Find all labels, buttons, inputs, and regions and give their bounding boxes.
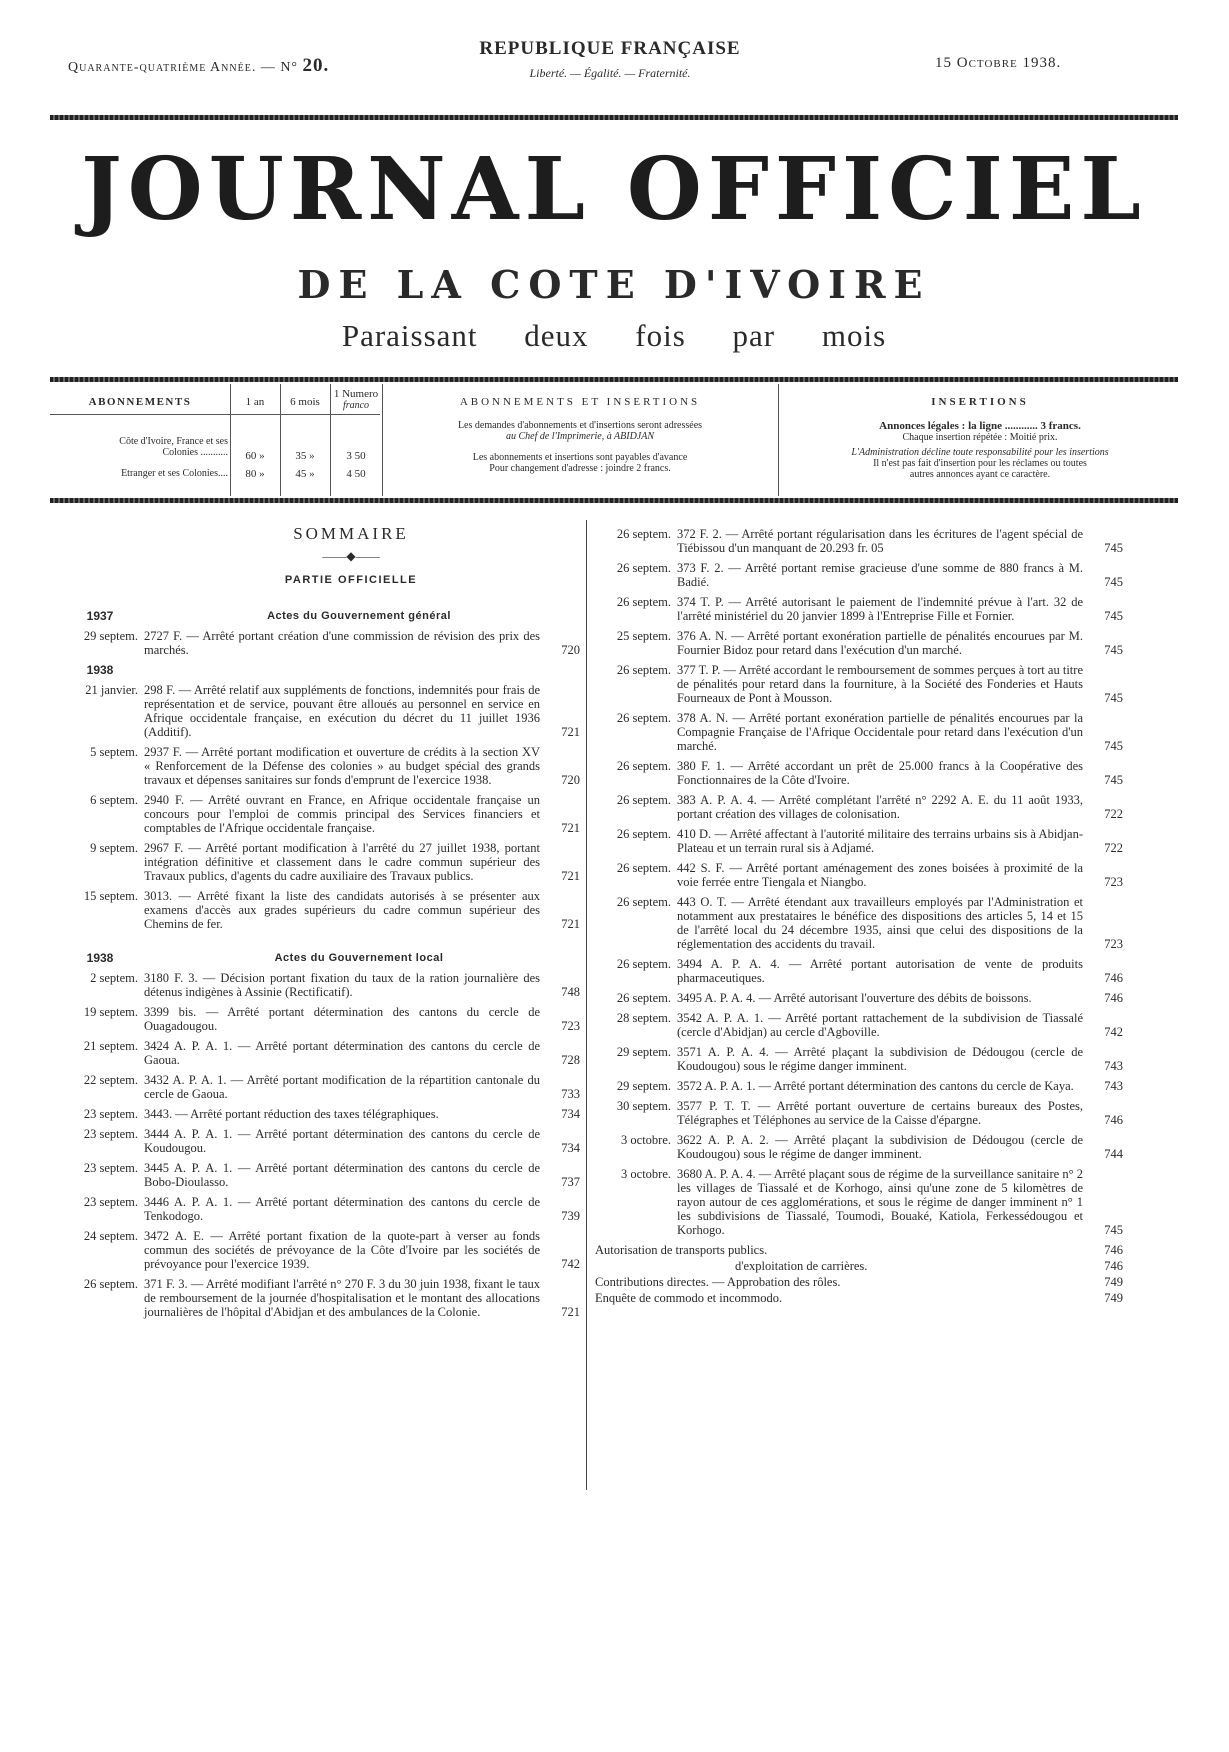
entry-date: 26 septem. xyxy=(616,595,671,609)
misc-entry-text: d'exploitation de carrières. xyxy=(735,1259,868,1273)
section-header xyxy=(62,609,580,623)
entry-date: 15 septem. xyxy=(83,889,138,903)
row2-6mois: 45 » xyxy=(295,468,315,480)
col-numero-label: 1 Numero xyxy=(333,388,379,400)
entry-text: 383 A. P. A. 4. — Arrêté complétant l'arrêté n° 2292 A. E. du 11 août 1933, portant création des villages de colonisation. xyxy=(677,793,1083,821)
subscriptions-box xyxy=(50,384,1178,496)
republic-header xyxy=(440,38,780,81)
entry-date: 26 septem. xyxy=(83,1277,138,1291)
entry-page: 742 xyxy=(1104,1025,1123,1039)
partie-officielle: PARTIE OFFICIELLE xyxy=(284,574,418,586)
entries-gouv-local xyxy=(62,971,580,1319)
entry-text: 298 F. — Arrêté relatif aux suppléments de fonctions, indemnités pour frais de représentation et de service, pouvant être alloués au personnel en service en Afrique occidentale française, en exécution du décret du 11 juillet 1936 (Additif). xyxy=(144,683,540,739)
sommaire-entry xyxy=(62,1195,580,1223)
section-year: 1938 xyxy=(86,663,114,677)
entry-text: 443 O. T. — Arrêté étendant aux travailleurs employés par l'Administration et notamment aux prestataires le bénéfice des dispositions des articles 5, 14 et 15 de l'arrêté local du 24 décembre 1935, ainsi que celui des dispositions de la réglementation des accidents du travail. xyxy=(677,895,1083,951)
sommaire-ornament: ——◆—— xyxy=(322,549,380,563)
entry-date: 3 octobre. xyxy=(621,1133,671,1147)
entry-page: 737 xyxy=(561,1175,580,1189)
entry-text: 373 F. 2. — Arrêté portant remise gracieuse d'une somme de 880 francs à M. Badié. xyxy=(677,561,1083,589)
entries-gouv-general-1938 xyxy=(62,683,580,931)
entry-text: 3571 A. P. A. 4. — Arrêté plaçant la subdivision de Dédougou (cercle de Koudougou) sous le régime danger imminent. xyxy=(677,1045,1083,1073)
row1-label-b: Colonies ........... xyxy=(162,447,228,458)
entry-page: 722 xyxy=(1104,841,1123,855)
entries-misc xyxy=(595,1243,1123,1305)
entry-date: 21 septem. xyxy=(83,1039,138,1053)
misc-entry xyxy=(595,1291,1123,1305)
sommaire-entry xyxy=(62,1005,580,1033)
entry-page: 742 xyxy=(561,1257,580,1271)
sommaire-entry xyxy=(62,1277,580,1319)
entry-date: 26 septem. xyxy=(616,711,671,725)
misc-entry-page: 746 xyxy=(1104,1243,1123,1257)
entry-text: 371 F. 3. — Arrêté modifiant l'arrêté n° 270 F. 3 du 30 juin 1938, fixant le taux de remboursement de la journée d'hospitalisation et le montant des allocations journalières de l'hôpital d'Abidjan et des ambulances de la Colonie. xyxy=(144,1277,540,1319)
sommaire-entry xyxy=(595,663,1123,705)
entry-page: 745 xyxy=(1104,643,1123,657)
entry-date: 9 septem. xyxy=(90,841,138,855)
sommaire-entry xyxy=(595,895,1123,951)
ins-text-5: autres annonces ayant ce caractère. xyxy=(909,469,1051,480)
entry-date: 30 septem. xyxy=(616,1099,671,1113)
box-top-rule xyxy=(50,377,1178,382)
sommaire-entry xyxy=(595,527,1123,555)
entry-date: 22 septem. xyxy=(83,1073,138,1087)
entry-text: 3444 A. P. A. 1. — Arrêté portant détermination des cantons du cercle de Koudougou. xyxy=(144,1127,540,1155)
entry-page: 723 xyxy=(1104,937,1123,951)
sommaire-entry xyxy=(595,1133,1123,1161)
entry-page: 720 xyxy=(561,773,580,787)
entry-text: 3443. — Arrêté portant réduction des taxes télégraphiques. xyxy=(144,1107,439,1121)
entry-page: 733 xyxy=(561,1087,580,1101)
section-year: 1938 xyxy=(86,951,114,965)
entry-page: 721 xyxy=(561,917,580,931)
subscriptions-header: ABONNEMENTS xyxy=(88,396,192,408)
misc-entry xyxy=(595,1275,1123,1289)
sommaire-entry xyxy=(595,1045,1123,1073)
sommaire-entry xyxy=(62,1229,580,1271)
entry-text: 3013. — Arrêté fixant la liste des candidats autorisés à se présenter aux examens d'accès aux grades supérieurs du cadre commun supérieur des Chemins de fer. xyxy=(144,889,540,931)
entry-date: 26 septem. xyxy=(616,957,671,971)
entry-date: 26 septem. xyxy=(616,793,671,807)
row1-label-a: Côte d'Ivoire, France et ses xyxy=(119,436,228,447)
section-header xyxy=(62,951,580,965)
row1-numero: 3 50 xyxy=(346,450,366,462)
sommaire-entry xyxy=(62,793,580,835)
entry-page: 748 xyxy=(561,985,580,999)
entry-text: 374 T. P. — Arrêté autorisant le paiement de l'indemnité prévue à l'art. 32 de l'arrêté ministériel du 20 janvier 1899 à l'Entreprise Fille et Fornier. xyxy=(677,595,1083,623)
sommaire-entry xyxy=(62,1039,580,1067)
journal-title: JOURNAL OFFICIEL xyxy=(81,139,1147,240)
entry-text: 410 D. — Arrêté affectant à l'autorité militaire des terrains urbains sis à Abidjan-Plateau et un terrain rural sis à Adjamé. xyxy=(677,827,1083,855)
entry-page: 721 xyxy=(561,821,580,835)
entry-page: 743 xyxy=(1104,1079,1123,1093)
entry-text: 3472 A. E. — Arrêté portant fixation de la quote-part à verser au fonds commun des sociétés de prévoyance de la Côte d'Ivoire par les sociétés de prévoyance pour l'exercice 1939. xyxy=(144,1229,540,1271)
entry-date: 26 septem. xyxy=(616,895,671,909)
issue-info xyxy=(68,55,329,77)
entry-date: 29 septem. xyxy=(616,1045,671,1059)
sommaire-entry xyxy=(62,889,580,931)
entry-page: 723 xyxy=(1104,875,1123,889)
row2-1an: 80 » xyxy=(245,468,265,480)
misc-entry-text: Enquête de commodo et incommodo. xyxy=(595,1291,783,1305)
abonnements-insertions xyxy=(390,396,770,508)
sommaire-entry xyxy=(595,1167,1123,1237)
entry-date: 21 janvier. xyxy=(85,683,138,697)
sommaire-entry xyxy=(62,971,580,999)
ins-text-4: Il n'est pas fait d'insertion pour les réclames ou toutes xyxy=(873,458,1087,469)
entry-page: 722 xyxy=(1104,807,1123,821)
entry-text: 3445 A. P. A. 1. — Arrêté portant détermination des cantons du cercle de Bobo-Dioulasso. xyxy=(144,1161,540,1189)
entry-page: 734 xyxy=(561,1107,580,1121)
entry-date: 23 septem. xyxy=(83,1127,138,1141)
misc-entry-page: 746 xyxy=(1104,1259,1123,1273)
entry-date: 29 septem. xyxy=(83,629,138,643)
entry-page: 746 xyxy=(1104,971,1123,985)
section-heading: Actes du Gouvernement général xyxy=(267,610,451,622)
sommaire-entry xyxy=(595,629,1123,657)
entry-page: 734 xyxy=(561,1141,580,1155)
sommaire-entry xyxy=(595,561,1123,589)
col-6mois: 6 mois xyxy=(290,396,320,408)
entry-date: 24 septem. xyxy=(83,1229,138,1243)
entry-page: 745 xyxy=(1104,575,1123,589)
sommaire-entry xyxy=(62,1161,580,1189)
section-year: 1937 xyxy=(86,609,114,623)
row1-1an: 60 » xyxy=(245,450,265,462)
sommaire-entry xyxy=(595,793,1123,821)
entry-date: 5 septem. xyxy=(90,745,138,759)
section-heading xyxy=(138,663,580,677)
entry-date: 23 septem. xyxy=(83,1161,138,1175)
misc-entry xyxy=(595,1243,1123,1257)
section-heading: Actes du Gouvernement local xyxy=(274,952,444,964)
section-header xyxy=(62,663,580,677)
entry-date: 28 septem. xyxy=(616,1011,671,1025)
column-divider xyxy=(586,520,587,1490)
entry-date: 29 septem. xyxy=(616,1079,671,1093)
entry-page: 745 xyxy=(1104,1223,1123,1237)
entry-page: 745 xyxy=(1104,541,1123,555)
entry-date: 26 septem. xyxy=(616,827,671,841)
sommaire-entry xyxy=(595,991,1123,1005)
entry-page: 721 xyxy=(561,1305,580,1319)
misc-entry-text: Autorisation de transports publics. xyxy=(595,1243,768,1257)
sommaire-entry xyxy=(62,683,580,739)
col-numero-sub: franco xyxy=(342,400,370,411)
entry-date: 23 septem. xyxy=(83,1195,138,1209)
entry-page: 721 xyxy=(561,869,580,883)
mid-text-1: Les demandes d'abonnements et d'insertions seront adressées xyxy=(457,420,703,431)
entry-text: 372 F. 2. — Arrêté portant régularisation dans les écritures de l'agent spécial de Tiébissou d'un manquant de 20.293 fr. 05 xyxy=(677,527,1083,555)
journal-subtitle: DE LA COTE D'IVOIRE xyxy=(297,262,931,307)
sommaire-entry xyxy=(595,827,1123,855)
entry-page: 743 xyxy=(1104,1059,1123,1073)
publication-frequency: Paraissant deux fois par mois xyxy=(341,318,887,353)
insertions xyxy=(785,396,1175,508)
sommaire-entry xyxy=(595,957,1123,985)
entry-date: 3 octobre. xyxy=(621,1167,671,1181)
box-bottom-rule xyxy=(50,498,1178,503)
sommaire-left-column xyxy=(62,524,580,1325)
entries-right xyxy=(595,527,1123,1237)
entry-text: 376 A. N. — Arrêté portant exonération partielle de pénalités encourues par M. Fournier Bidoz pour retard dans l'exécution d'un marché. xyxy=(677,629,1083,657)
entry-text: 3542 A. P. A. 1. — Arrêté portant rattachement de la subdivision de Tiassalé (cercle d'Abidjan) au cercle d'Agboville. xyxy=(677,1011,1083,1039)
year-label: Quarante-quatrième Année. — N° xyxy=(68,60,299,75)
sommaire-entry xyxy=(62,1127,580,1155)
republic-motto: Liberté. — Égalité. — Fraternité. xyxy=(529,66,691,80)
entry-page: 745 xyxy=(1104,773,1123,787)
entry-date: 26 septem. xyxy=(616,861,671,875)
entry-date: 26 septem. xyxy=(616,663,671,677)
row2-label: Etranger et ses Colonies.... xyxy=(121,468,228,479)
entry-page: 745 xyxy=(1104,739,1123,753)
entry-page: 720 xyxy=(561,643,580,657)
entry-date: 26 septem. xyxy=(616,991,671,1005)
entry-date: 26 septem. xyxy=(616,561,671,575)
entry-text: 3446 A. P. A. 1. — Arrêté portant détermination des cantons du cercle de Tenkodogo. xyxy=(144,1195,540,1223)
entry-text: 3180 F. 3. — Décision portant fixation du taux de la ration journalière des détenus indigènes à Assinie (Rectificatif). xyxy=(144,971,540,999)
ins-text-3: L'Administration décline toute responsabilité pour les insertions xyxy=(851,447,1109,458)
entries-gouv-general-1937 xyxy=(62,629,580,657)
sommaire-entry xyxy=(595,1099,1123,1127)
misc-entry-text: Contributions directes. — Approbation des rôles. xyxy=(595,1275,841,1289)
mid-text-2: au Chef de l'Imprimerie, à ABIDJAN xyxy=(505,431,655,442)
sommaire-entry xyxy=(595,1079,1123,1093)
entry-text: 3495 A. P. A. 4. — Arrêté autorisant l'ouverture des débits de boissons. xyxy=(677,991,1032,1005)
sommaire-entry xyxy=(595,759,1123,787)
ins-text-2: Chaque insertion répétée : Moitié prix. xyxy=(902,432,1058,443)
entry-page: 721 xyxy=(561,725,580,739)
entry-text: 442 S. F. — Arrêté portant aménagement des zones boisées à proximité de la voie ferrée entre Tiengala et Niangbo. xyxy=(677,861,1083,889)
mid-header: ABONNEMENTS ET INSERTIONS xyxy=(459,396,701,408)
entry-date: 19 septem. xyxy=(83,1005,138,1019)
sommaire-entry xyxy=(62,841,580,883)
ins-header: INSERTIONS xyxy=(931,396,1029,408)
entry-text: 3572 A. P. A. 1. — Arrêté portant détermination des cantons du cercle de Kaya. xyxy=(677,1079,1074,1093)
sommaire-title: SOMMAIRE xyxy=(293,524,409,543)
entry-text: 377 T. P. — Arrêté accordant le remboursement de sommes perçues à tort au titre de pénalités pour retard dans la fourniture, à la Société des Fonderies et Hauts Fourneaux de Pont à Mousson. xyxy=(677,663,1083,705)
entry-date: 26 septem. xyxy=(616,527,671,541)
misc-entry-page: 749 xyxy=(1104,1291,1123,1305)
sommaire-entry xyxy=(62,629,580,657)
entry-text: 3399 bis. — Arrêté portant détermination des cantons du cercle de Ouagadougou. xyxy=(144,1005,540,1033)
sommaire-entry xyxy=(595,861,1123,889)
entry-text: 2967 F. — Arrêté portant modification à l'arrêté du 27 juillet 1938, portant intégration définitive et classement dans le cadre commun supérieur des Travaux publics, d'agents du cadre auxiliaire des Travaux publics. xyxy=(144,841,540,883)
ins-text-1: Annonces légales : la ligne ............ 3 francs. xyxy=(879,420,1081,432)
issue-date: 15 Octobre 1938. xyxy=(935,55,1062,71)
entry-page: 745 xyxy=(1104,609,1123,623)
entry-date: 6 septem. xyxy=(90,793,138,807)
entry-page: 723 xyxy=(561,1019,580,1033)
entry-page: 746 xyxy=(1104,1113,1123,1127)
entry-text: 3622 A. P. A. 2. — Arrêté plaçant la subdivision de Dédougou (cercle de Koudougou) sous le régime de danger imminent. xyxy=(677,1133,1083,1161)
mid-text-3: Les abonnements et insertions sont payables d'avance xyxy=(472,452,688,463)
entry-date: 26 septem. xyxy=(616,759,671,773)
entry-text: 378 A. N. — Arrêté portant exonération partielle de pénalités encourues par la Compagnie Française de l'Afrique Occidentale pour retard dans l'exécution d'un marché. xyxy=(677,711,1083,753)
entry-text: 3680 A. P. A. 4. — Arrêté plaçant sous de régime de la surveillance sanitaire n° 2 les villages de Tiassalé et de Korhogo, ainsi qu'une zone de 5 kilomètres de rayon autour de ces agglomérations, et sous le régime de danger imminent n° 1 les subdivisions de Tiassalé, Toumodi, Bouaké, Katiola, Ferkessédougou et Korhogo. xyxy=(677,1167,1083,1237)
entry-date: 25 septem. xyxy=(616,629,671,643)
issue-number: 20. xyxy=(302,55,330,76)
sommaire-entry xyxy=(62,1107,580,1121)
mid-text-4: Pour changement d'adresse : joindre 2 francs. xyxy=(489,463,671,474)
entry-text: 3424 A. P. A. 1. — Arrêté portant détermination des cantons du cercle de Gaoua. xyxy=(144,1039,540,1067)
entry-page: 744 xyxy=(1104,1147,1123,1161)
entry-date: 23 septem. xyxy=(83,1107,138,1121)
entry-page: 728 xyxy=(561,1053,580,1067)
sommaire-entry xyxy=(595,1011,1123,1039)
entry-text: 380 F. 1. — Arrêté accordant un prêt de 25.000 francs à la Coopérative des Fonctionnaires de la Côte d'Ivoire. xyxy=(677,759,1083,787)
entry-text: 3432 A. P. A. 1. — Arrêté portant modification de la répartition cantonale du cercle de Gaoua. xyxy=(144,1073,540,1101)
sommaire-entry xyxy=(62,745,580,787)
row1-6mois: 35 » xyxy=(295,450,315,462)
entry-text: 2940 F. — Arrêté ouvrant en France, en Afrique occidentale française un concours pour l'emploi de commis principal des Services financiers et comptables de l'Afrique occidentale française. xyxy=(144,793,540,835)
entry-page: 739 xyxy=(561,1209,580,1223)
sommaire-entry xyxy=(62,1073,580,1101)
entry-text: 3577 P. T. T. — Arrêté portant ouverture de certains bureaux des Postes, Télégraphes et Téléphones au service de la Caisse d'épargne. xyxy=(677,1099,1083,1127)
entry-text: 2727 F. — Arrêté portant création d'une commission de révision des prix des marchés. xyxy=(144,629,540,657)
misc-entry-page: 749 xyxy=(1104,1275,1123,1289)
sommaire-entry xyxy=(595,595,1123,623)
entry-text: 2937 F. — Arrêté portant modification et ouverture de crédits à la section XV « Renforcement de la Défense des colonies » au budget spécial des grands travaux et dépenses sanitaires sur fonds d'emprunt de l'exercice 1938. xyxy=(144,745,540,787)
entry-text: 3494 A. P. A. 4. — Arrêté portant autorisation de vente de produits pharmaceutiques. xyxy=(677,957,1083,985)
entry-date: 2 septem. xyxy=(90,971,138,985)
sommaire-entry xyxy=(595,711,1123,753)
entry-page: 745 xyxy=(1104,691,1123,705)
sommaire-right-column xyxy=(595,527,1123,1307)
misc-entry xyxy=(595,1259,1123,1273)
entry-page: 746 xyxy=(1104,991,1123,1005)
row2-numero: 4 50 xyxy=(346,468,366,480)
republic-title: REPUBLIQUE FRANÇAISE xyxy=(479,38,741,59)
top-rule xyxy=(50,115,1178,120)
col-1an: 1 an xyxy=(245,396,265,408)
